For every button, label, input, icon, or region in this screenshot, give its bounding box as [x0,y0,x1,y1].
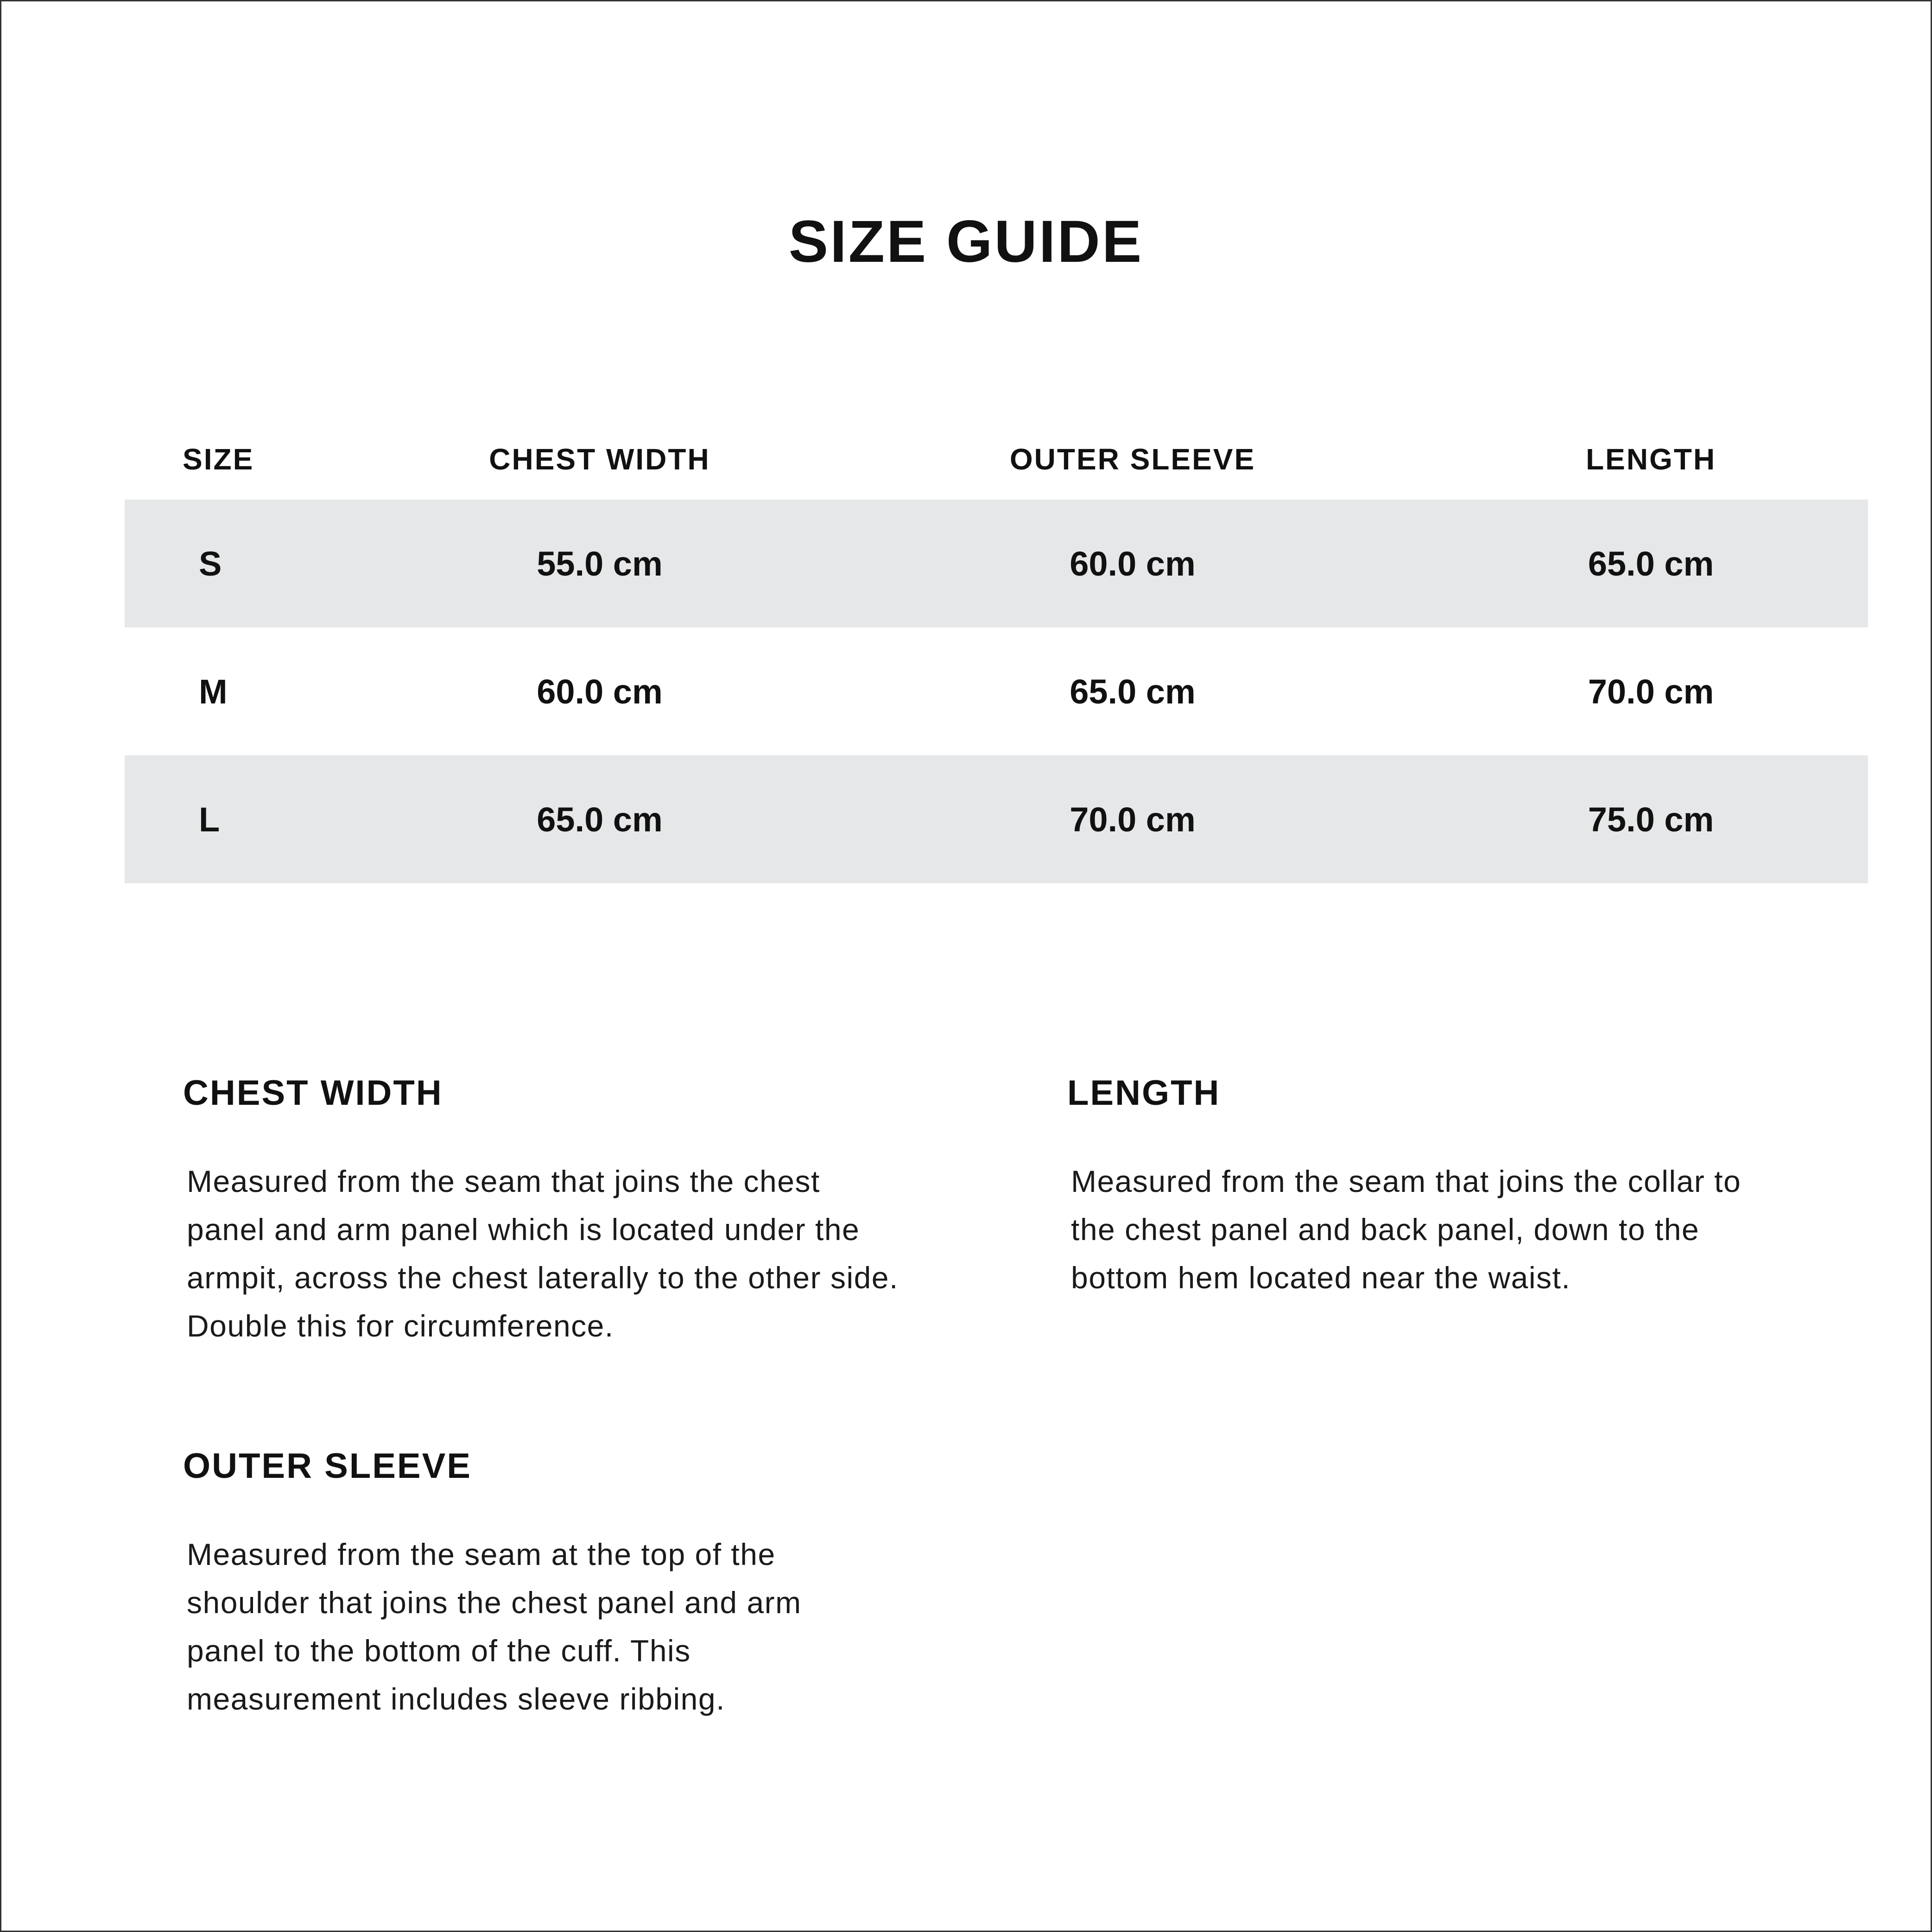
length-description [1067,1073,1753,1302]
size-table [125,418,1868,883]
cell-outer-sleeve: 65.0 cm [1070,672,1196,711]
cell-size: M [199,672,228,711]
cell-size: S [125,500,368,627]
chest-width-heading: CHEST WIDTH [183,1073,443,1113]
cell-length: 65.0 cm [1434,500,1868,627]
cell-length: 70.0 cm [1588,672,1714,711]
table-row [125,500,1868,627]
outer-sleeve-heading: OUTER SLEEVE [183,1446,472,1486]
cell-chest-width: 55.0 cm [368,500,831,627]
table-header-row [125,418,1868,500]
outer-sleeve-description [183,1446,860,1723]
length-heading: LENGTH [1067,1073,1221,1113]
table-row [125,627,1868,755]
cell-outer-sleeve: 70.0 cm [831,755,1434,883]
cell-size: L [125,755,368,883]
chest-width-text: Measured from the seam that joins the chest panel and arm panel which is located under the armpit, across the chest laterally to the other side. Double this for circumference. [187,1164,899,1343]
cell-outer-sleeve: 60.0 cm [831,500,1434,627]
cell-length: 75.0 cm [1434,755,1868,883]
cell-chest-width: 65.0 cm [368,755,831,883]
cell-chest-width: 60.0 cm [537,672,663,711]
header-outer-sleeve: OUTER SLEEVE [1009,442,1256,476]
length-text: Measured from the seam that joins the collar to the chest panel and back panel, down to the bottom hem located near the waist. [1071,1164,1742,1295]
table-row [125,755,1868,883]
header-chest-width: CHEST WIDTH [489,442,710,476]
header-size: SIZE [183,442,254,476]
page-title: SIZE GUIDE [788,209,1144,275]
chest-width-description [183,1073,906,1350]
header-length: LENGTH [1585,442,1717,476]
outer-sleeve-text: Measured from the seam at the top of the shoulder that joins the chest panel and arm panel to the bottom of the cuff. This measurement includes sleeve ribbing. [187,1537,802,1716]
